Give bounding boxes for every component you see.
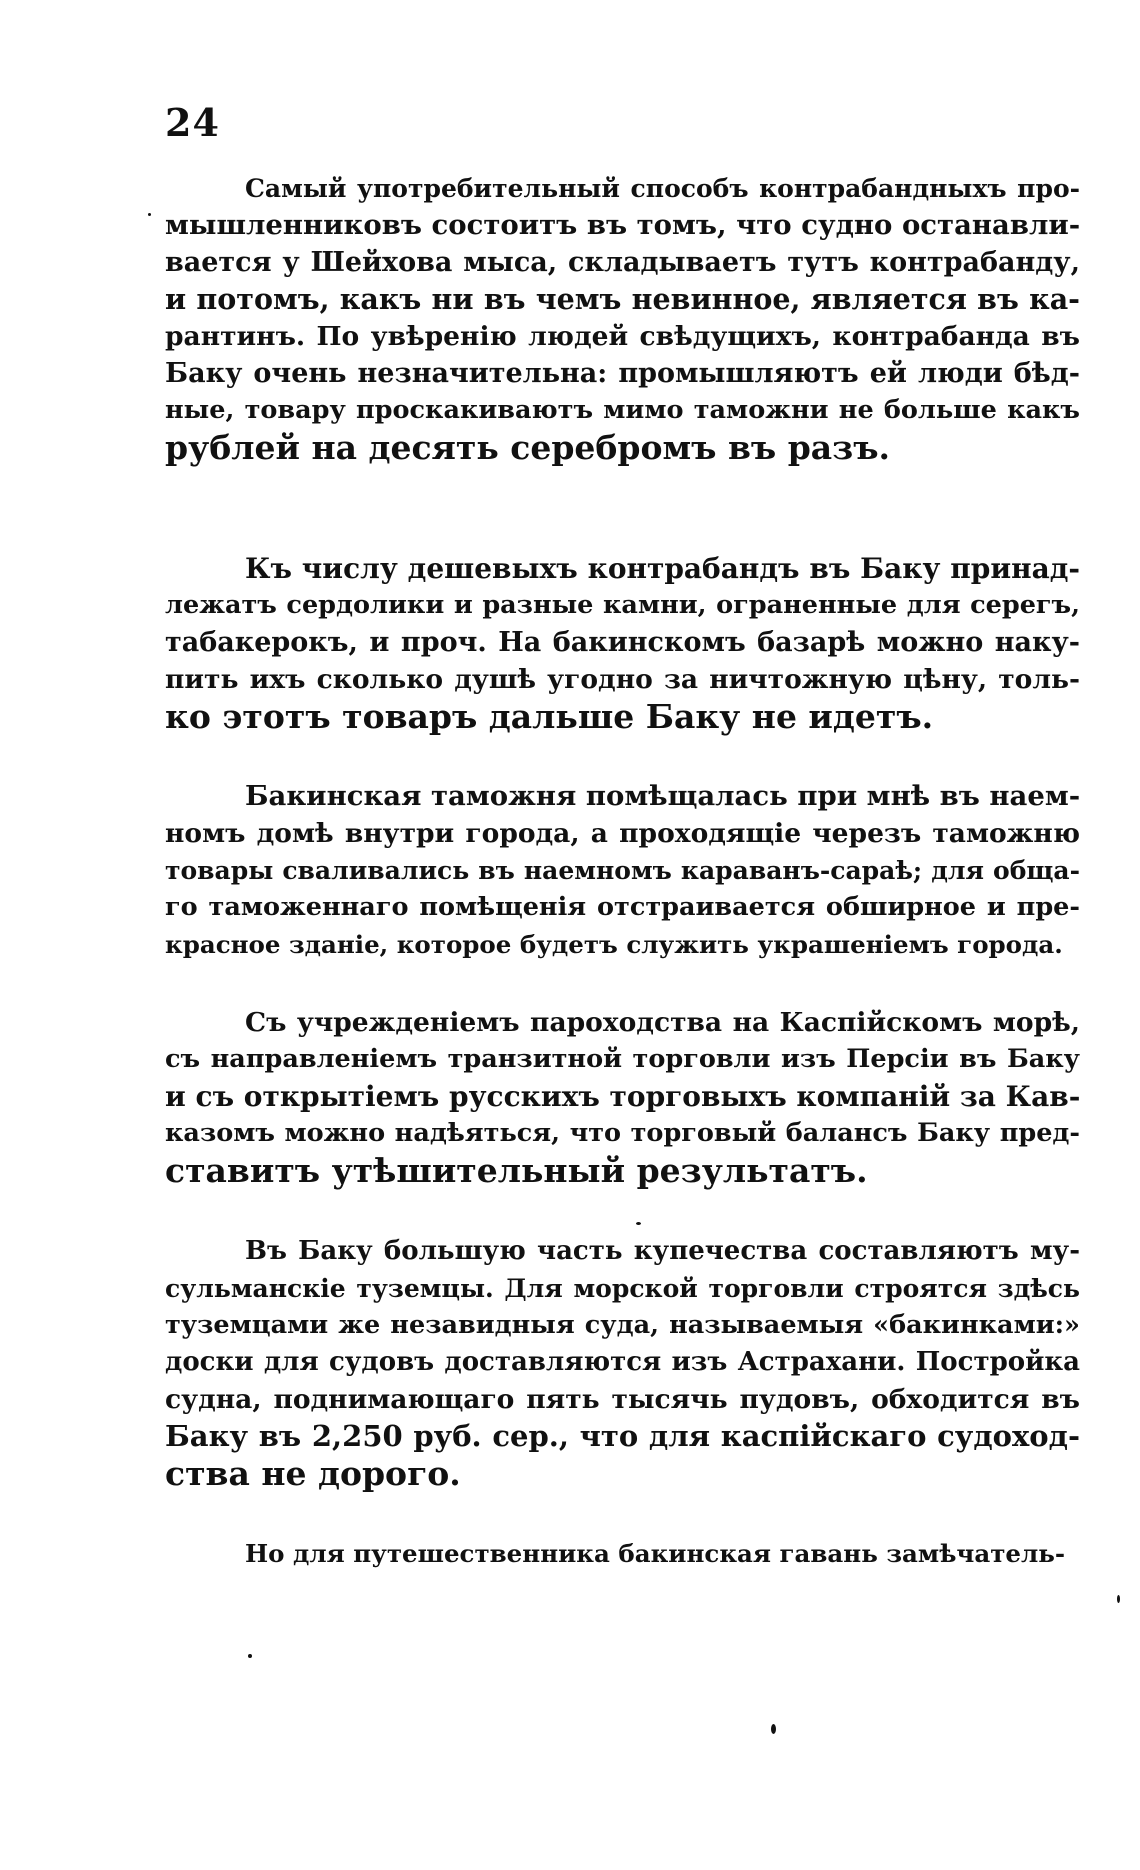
text-line: Въ Баку большую часть купечества составляютъ му-	[245, 1236, 1080, 1266]
paragraph-5	[165, 1233, 1080, 1492]
paragraph-1	[165, 170, 1080, 466]
text-line: Къ числу дешевыхъ контрабандъ въ Баку принад-	[245, 552, 1080, 585]
text-line: го таможеннаго помѣщенія отстраивается обширное и пре-	[165, 892, 1080, 922]
text-line: Бакинская таможня помѣщалась при мнѣ въ наем-	[245, 780, 1081, 812]
text-line: мышленниковъ состоитъ въ томъ, что судно останавли-	[165, 209, 1081, 241]
text-line: Баку въ 2,250 руб. сер., что для каспійскаго судоход-	[165, 1419, 1080, 1453]
scan-speck	[148, 213, 151, 216]
text-line: номъ домѣ внутри города, а проходящіе черезъ таможню	[165, 818, 1080, 849]
text-line: и потомъ, какъ ни въ чемъ невинное, является въ ка-	[165, 282, 1080, 316]
text-line: Съ учрежденіемъ пароходства на Каспійскомъ морѣ,	[245, 1007, 1080, 1038]
text-line: ства не дорого.	[165, 1454, 461, 1493]
paragraph-4	[165, 1004, 1080, 1189]
paragraph-3	[165, 778, 1080, 963]
text-line: товары сваливались въ наемномъ караванъ-сараѣ; для обща-	[165, 856, 1080, 885]
scan-speck	[1117, 1595, 1120, 1603]
page-number: 24	[165, 100, 220, 145]
text-line: ко этотъ товаръ дальше Баку не идетъ.	[165, 697, 934, 736]
text-line: пить ихъ сколько душѣ угодно за ничтожную цѣну, толь-	[165, 664, 1080, 695]
text-line: сульманскіе туземцы. Для морской торговли строятся здѣсь	[165, 1274, 1080, 1303]
text-line: табакерокъ, и проч. На бакинскомъ базарѣ можно наку-	[165, 627, 1080, 658]
scan-speck	[248, 1654, 252, 1658]
text-line: красное зданіе, которое будетъ служить украшеніемъ города.	[165, 930, 1063, 959]
text-line: доски для судовъ доставляются изъ Астрахани. Постройка	[165, 1347, 1080, 1377]
text-line: Но для путешественника бакинская гавань замѣчатель-	[245, 1539, 1066, 1568]
text-line: ные, товару проскакиваютъ мимо таможни не больше какъ	[165, 395, 1080, 425]
paragraph-2	[165, 550, 1080, 735]
text-line: рублей на десять серебромъ въ разъ.	[165, 428, 891, 467]
text-line: Баку очень незначительна: промышляютъ ей люди бѣд-	[165, 358, 1080, 389]
text-line: рантинъ. По увѣренію людей свѣдущихъ, контрабанда въ	[165, 321, 1080, 352]
text-line: Самый употребительный способъ контрабандныхъ про-	[245, 174, 1080, 203]
text-line: казомъ можно надѣяться, что торговый балансъ Баку пред-	[165, 1118, 1080, 1148]
text-line: съ направленіемъ транзитной торговли изъ Персіи въ Баку	[165, 1044, 1080, 1074]
text-line: судна, поднимающаго пять тысячь пудовъ, обходится въ	[165, 1384, 1080, 1415]
text-line: туземцами же незавидныя суда, называемыя «бакинками:»	[165, 1310, 1080, 1340]
paragraph-6	[165, 1535, 1080, 1572]
text-line: и съ открытіемъ русскихъ торговыхъ компаній за Кав-	[165, 1080, 1081, 1113]
text-line: ставитъ утѣшительный результатъ.	[165, 1151, 868, 1190]
text-line: вается у Шейхова мыса, складываетъ тутъ контрабанду,	[165, 247, 1080, 278]
text-line: лежатъ сердолики и разные камни, ограненные для серегъ,	[165, 590, 1080, 620]
scan-speck	[771, 1724, 776, 1734]
scan-speck	[636, 1222, 641, 1225]
